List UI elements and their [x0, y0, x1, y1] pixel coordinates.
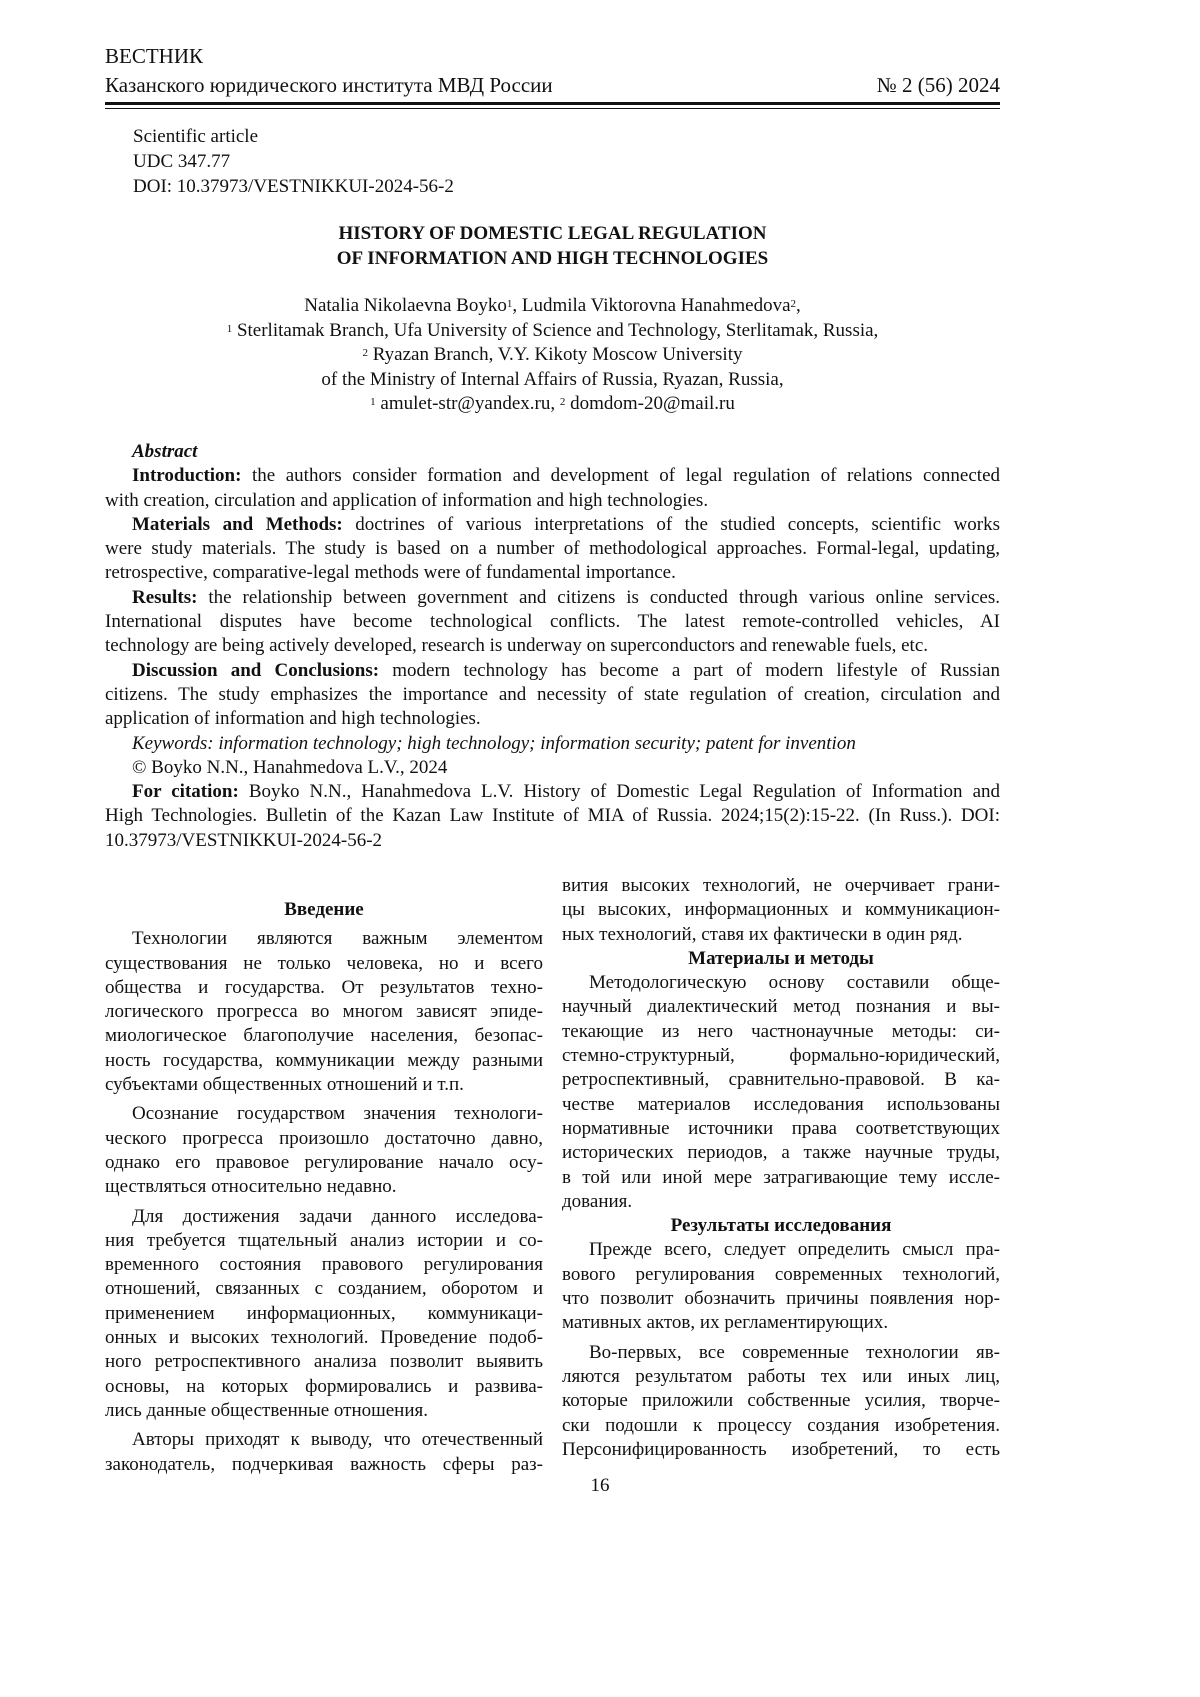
- paragraph-line: логического прогресса во многом зависят эпиде-: [105, 1000, 543, 1024]
- header-rule: [105, 102, 1000, 109]
- title-line: OF INFORMATION AND HIGH TECHNOLOGIES: [105, 247, 1000, 272]
- affiliation-text: Ryazan Branch, V.Y. Kikoty Moscow University: [368, 344, 742, 365]
- abstract-paragraph-text: were study materials. The study is based on a number of methodological approaches. Formal-legal, updating,: [105, 538, 1000, 559]
- paragraph-line: существования не только человека, но и всего: [105, 952, 543, 976]
- body-paragraph: [562, 1238, 1000, 1335]
- citation: [105, 780, 1000, 853]
- doi: DOI: 10.37973/VESTNIKKUI-2024-56-2: [133, 174, 454, 199]
- body-paragraph: [562, 1341, 1000, 1462]
- journal-title: ВЕСТНИК: [105, 44, 203, 69]
- journal-subtitle: Казанского юридического института МВД России: [105, 73, 553, 98]
- body-paragraph: [105, 1205, 543, 1424]
- journal-subtitle-row: [105, 73, 1000, 98]
- abstract-paragraph-line: [105, 561, 1000, 585]
- paragraph-line: стемно-структурный, формально-юридический,: [562, 1044, 1000, 1068]
- abstract-heading: [105, 440, 1000, 464]
- paragraph-line: исторических периодов, а также научные труды,: [562, 1141, 1000, 1165]
- body-paragraph: [105, 927, 543, 1097]
- author-names: [105, 294, 1000, 319]
- paragraph-line: однако его правовое регулирование начало осу-: [105, 1151, 543, 1175]
- paragraph-line: отношений, связанных с созданием, оборотом и: [105, 1277, 543, 1301]
- keywords-text: Keywords: information technology; high technology; information security; patent for invention: [132, 733, 856, 754]
- footnote-mark: 1: [507, 298, 513, 310]
- section-heading: Введение: [105, 898, 543, 922]
- abstract-paragraph-line: [105, 683, 1000, 707]
- abstract-paragraph-text: doctrines of various interpretations of the studied concepts, scientific works: [355, 514, 1000, 535]
- citation-line: [105, 829, 1000, 853]
- footnote-mark: 2: [560, 396, 566, 408]
- abstract-paragraph-line: [105, 464, 1000, 488]
- paragraph-line: ного ретроспективного анализа позволит выявить: [105, 1350, 543, 1374]
- abstract-paragraph-text: technology are being actively developed, research is underway on superconductors and renewable fuels, etc.: [105, 635, 928, 656]
- footnote-mark: 2: [791, 298, 797, 310]
- title-line: HISTORY OF DOMESTIC LEGAL REGULATION: [105, 222, 1000, 247]
- paragraph-line: вового регулирования современных технологий,: [562, 1263, 1000, 1287]
- body-paragraph: [562, 971, 1000, 1214]
- abstract-paragraph-line: [105, 610, 1000, 634]
- citation-label: For citation:: [132, 781, 239, 802]
- paragraph-line: ществляться относительно недавно.: [105, 1175, 543, 1199]
- affiliation-1: [105, 319, 1000, 344]
- page-number: 16: [0, 1475, 1200, 1497]
- paragraph-line: Прежде всего, следует определить смысл пра-: [562, 1238, 1000, 1262]
- paragraph-line: субъектами общественных отношений и т.п.: [105, 1073, 543, 1097]
- paragraph-line: в той или иной мере затрагивающие тему иссле-: [562, 1166, 1000, 1190]
- abstract-paragraph-text: the authors consider formation and development of legal regulation of relations connected: [252, 465, 1000, 486]
- abstract-paragraph-text: with creation, circulation and application of information and high technologies.: [105, 490, 708, 511]
- paragraph-line: Методологическую основу составили обще-: [562, 971, 1000, 995]
- citation-text: High Technologies. Bulletin of the Kazan Law Institute of MIA of Russia. 2024;15(2):15-22. (In Russ.). DOI:: [105, 805, 1000, 826]
- abstract-paragraph-line: [105, 586, 1000, 610]
- emails: [105, 392, 1000, 417]
- paragraph-line: ски подошли к процессу создания изобретения.: [562, 1414, 1000, 1438]
- abstract-paragraph-line: [105, 634, 1000, 658]
- paragraph-line: мативных актов, их регламентирующих.: [562, 1311, 1000, 1335]
- abstract-paragraph-text: citizens. The study emphasizes the importance and necessity of state regulation of creation, circulation and: [105, 684, 1000, 705]
- paragraph-line: миологическое благополучие населения, безопас-: [105, 1024, 543, 1048]
- article-type: Scientific article: [133, 124, 454, 149]
- paragraph-line: Для достижения задачи данного исследова-: [105, 1205, 543, 1229]
- author-1: Natalia Nikolaevna Boyko: [304, 295, 507, 316]
- copyright: © Boyko N.N., Hanahmedova L.V., 2024: [105, 756, 1000, 780]
- paragraph-line: Технологии являются важным элементом: [105, 927, 543, 951]
- abstract-paragraph-label: Materials and Methods:: [132, 514, 343, 535]
- paragraph-line: научный диалектический метод познания и вы-: [562, 995, 1000, 1019]
- abstract-paragraph-line: [105, 659, 1000, 683]
- footnote-mark: 2: [363, 347, 369, 359]
- body-paragraph: [105, 1102, 543, 1199]
- paragraph-line: общества и государства. От результатов техно-: [105, 976, 543, 1000]
- abstract: [105, 440, 1000, 853]
- paragraph-line: ретроспективный, сравнительно-правовой. В ка-: [562, 1068, 1000, 1092]
- affiliation-2: [105, 343, 1000, 368]
- body-paragraph: [562, 874, 1000, 947]
- paragraph-line: временного состояния правового регулирования: [105, 1253, 543, 1277]
- paragraph-line: ных технологий, ставя их фактически в один ряд.: [562, 923, 1000, 947]
- paragraph-line: ния требуется тщательный анализ истории и со-: [105, 1229, 543, 1253]
- citation-line: [105, 804, 1000, 828]
- citation-line: [105, 780, 1000, 804]
- email-1[interactable]: amulet-str@yandex.ru,: [376, 393, 560, 414]
- article-title: [105, 222, 1000, 271]
- section-heading: Материалы и методы: [562, 947, 1000, 971]
- abstract-paragraph-line: [105, 537, 1000, 561]
- abstract-paragraph-text: International disputes have become technological conflicts. The latest remote-controlled vehicles, AI: [105, 611, 1000, 632]
- paragraph-line: ляются результатом работы тех или иных лиц,: [562, 1365, 1000, 1389]
- paragraph-line: основы, на которых формировались и развива-: [105, 1375, 543, 1399]
- abstract-paragraph-text: retrospective, comparative-legal methods were of fundamental importance.: [105, 562, 676, 583]
- udc: UDC 347.77: [133, 149, 454, 174]
- affiliation-text: Sterlitamak Branch, Ufa University of Science and Technology, Sterlitamak, Russia,: [232, 320, 878, 341]
- paragraph-line: онных и высоких технологий. Проведение подоб-: [105, 1326, 543, 1350]
- abstract-paragraph-text: application of information and high technologies.: [105, 708, 481, 729]
- paragraph-line: дования.: [562, 1190, 1000, 1214]
- punct: ,: [796, 295, 801, 316]
- paragraph-line: вития высоких технологий, не очерчивает грани-: [562, 874, 1000, 898]
- affiliation-2-cont: of the Ministry of Internal Affairs of Russia, Ryazan, Russia,: [105, 368, 1000, 393]
- abstract-heading-text: Abstract: [132, 441, 197, 462]
- footnote-mark: 1: [370, 396, 376, 408]
- section-heading: Результаты исследования: [562, 1214, 1000, 1238]
- issue-number: № 2 (56) 2024: [877, 73, 1000, 98]
- body-column-left: [105, 898, 543, 1477]
- abstract-paragraph-label: Introduction:: [132, 465, 241, 486]
- paragraph-line: Персонифицированность изобретений, то есть: [562, 1438, 1000, 1462]
- abstract-paragraph-label: Discussion and Conclusions:: [132, 660, 379, 681]
- paragraph-line: законодатель, подчеркивая важность сферы раз-: [105, 1453, 543, 1477]
- paragraph-line: Осознание государством значения технологи-: [105, 1102, 543, 1126]
- abstract-paragraph-text: modern technology has become a part of modern lifestyle of Russian: [392, 660, 1000, 681]
- paragraph-line: ность государства, коммуникации между разными: [105, 1049, 543, 1073]
- paragraph-line: нормативные источники права соответствующих: [562, 1117, 1000, 1141]
- body-column-right: [562, 874, 1000, 1462]
- paragraph-line: цы высоких, информационных и коммуникацион-: [562, 898, 1000, 922]
- footnote-mark: 1: [227, 323, 233, 335]
- abstract-paragraph-line: [105, 489, 1000, 513]
- citation-text: Boyko N.N., Hanahmedova L.V. History of Domestic Legal Regulation of Information and: [249, 781, 1000, 802]
- paragraph-line: ческого прогресса произошло достаточно давно,: [105, 1127, 543, 1151]
- paragraph-line: применением информационных, коммуникаци-: [105, 1302, 543, 1326]
- paragraph-line: Авторы приходят к выводу, что отечественный: [105, 1428, 543, 1452]
- body-paragraph: [105, 1428, 543, 1477]
- author-2: , Ludmila Viktorovna Hanahmedova: [512, 295, 790, 316]
- abstract-paragraphs: [105, 464, 1000, 731]
- keywords: [105, 732, 1000, 756]
- paragraph-line: текающие из него частнонаучные методы: си-: [562, 1020, 1000, 1044]
- article-meta: [133, 124, 454, 199]
- authors-block: [105, 294, 1000, 417]
- paragraph-line: лись данные общественные отношения.: [105, 1399, 543, 1423]
- paragraph-line: которые приложили собственные усилия, творче-: [562, 1389, 1000, 1413]
- abstract-paragraph-line: [105, 513, 1000, 537]
- abstract-paragraph-line: [105, 707, 1000, 731]
- paragraph-line: Во-первых, все современные технологии яв-: [562, 1341, 1000, 1365]
- email-2[interactable]: domdom-20@mail.ru: [565, 393, 734, 414]
- citation-text: 10.37973/VESTNIKKUI-2024-56-2: [105, 830, 382, 851]
- abstract-paragraph-text: the relationship between government and citizens is conducted through various online services.: [208, 587, 1000, 608]
- paragraph-line: что позволит обозначить причины появления нор-: [562, 1287, 1000, 1311]
- abstract-paragraph-label: Results:: [132, 587, 197, 608]
- paragraph-line: честве материалов исследования использованы: [562, 1093, 1000, 1117]
